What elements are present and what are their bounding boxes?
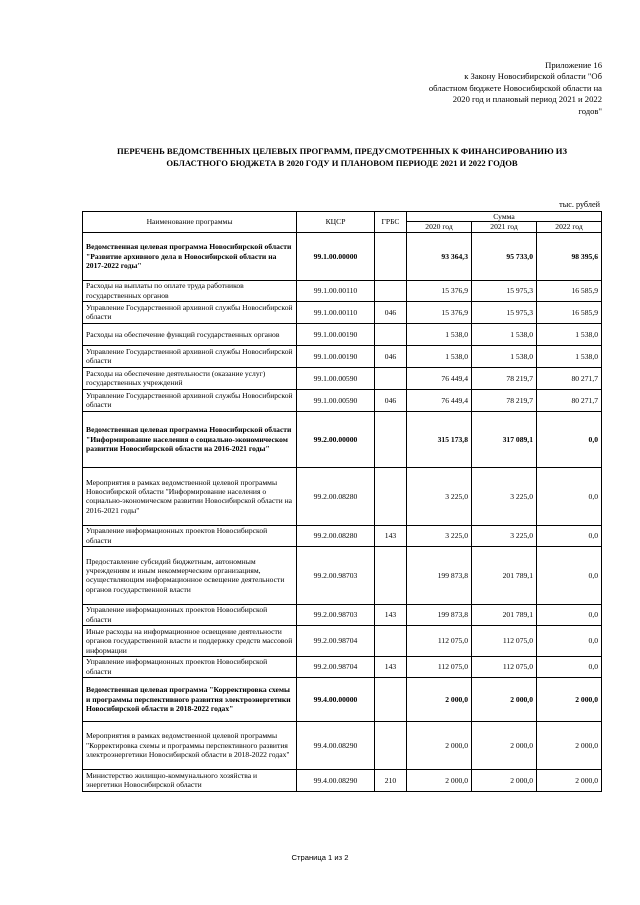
appendix-line: областном бюджете Новосибирской области на [428, 82, 602, 93]
table-row [83, 411, 602, 467]
appendix-line: годов" [578, 105, 602, 116]
programs-table [82, 211, 602, 792]
cell-2020: 2 000,0 [407, 721, 472, 769]
cell-grbs: 143 [375, 656, 407, 677]
cell-2020: 1 538,0 [407, 345, 472, 367]
cell-2022: 0,0 [537, 604, 602, 625]
cell-2022: 1 538,0 [537, 345, 602, 367]
table-row [83, 323, 602, 345]
cell-2021: 201 789,1 [472, 546, 537, 604]
table-row [83, 389, 602, 411]
cell-kcsr: 99.1.00.00590 [297, 389, 375, 411]
cell-2020: 2 000,0 [407, 677, 472, 721]
table-row [83, 525, 602, 546]
appendix-note [342, 60, 602, 117]
cell-grbs: 046 [375, 301, 407, 323]
cell-2022: 80 271,7 [537, 389, 602, 411]
cell-name: Управление Государственной архивной службы Новосибирской области [83, 301, 297, 323]
cell-2020: 15 376,9 [407, 301, 472, 323]
cell-2020: 315 173,8 [407, 411, 472, 467]
title-line: ПЕРЕЧЕНЬ ВЕДОМСТВЕННЫХ ЦЕЛЕВЫХ ПРОГРАММ, ПРЕДУСМОТРЕННЫХ К ФИНАНСИРОВАНИЮ ИЗ [116, 146, 568, 156]
cell-grbs [375, 367, 407, 389]
cell-name: Ведомственная целевая программа "Корректировка схемы и программы перспективного развития электроэнергетики Новосибирской области в 2018-2022 годах" [83, 677, 297, 721]
header-2020: 2020 год [407, 222, 472, 232]
cell-2021: 112 075,0 [472, 656, 537, 677]
cell-2021: 2 000,0 [472, 677, 537, 721]
cell-name: Управление Государственной архивной службы Новосибирской области [83, 345, 297, 367]
cell-2021: 2 000,0 [472, 721, 537, 769]
cell-2020: 76 449,4 [407, 389, 472, 411]
appendix-line: к Закону Новосибирской области "Об [464, 71, 602, 82]
cell-kcsr: 99.1.00.00590 [297, 367, 375, 389]
cell-2022: 0,0 [537, 546, 602, 604]
cell-kcsr: 99.2.00.98704 [297, 625, 375, 656]
cell-2021: 3 225,0 [472, 467, 537, 525]
cell-2021: 3 225,0 [472, 525, 537, 546]
cell-grbs: 046 [375, 389, 407, 411]
header-2021: 2021 год [472, 222, 537, 232]
table-row [83, 656, 602, 677]
cell-2022: 2 000,0 [537, 721, 602, 769]
cell-2022: 80 271,7 [537, 367, 602, 389]
cell-name: Ведомственная целевая программа Новосибирской области "Развитие архивного дела в Новосибирской области на 2017-2022 годы" [83, 232, 297, 280]
document-title [72, 146, 612, 169]
cell-name: Расходы на выплаты по оплате труда работников государственных органов [83, 280, 297, 301]
cell-2021: 1 538,0 [472, 345, 537, 367]
cell-name: Мероприятия в рамках ведомственной целевой программы Новосибирской области "Информирование населения о социально-экономическом развитии Новосибирской области на 2016-2021 годы" [83, 467, 297, 525]
cell-kcsr: 99.2.00.08280 [297, 525, 375, 546]
cell-2020: 2 000,0 [407, 769, 472, 791]
cell-2022: 98 395,6 [537, 232, 602, 280]
header-sum: Сумма [407, 212, 602, 222]
cell-2022: 2 000,0 [537, 677, 602, 721]
cell-kcsr: 99.2.00.08280 [297, 467, 375, 525]
page-footer: Страница 1 из 2 [291, 853, 349, 862]
header-kcsr: КЦСР [297, 212, 375, 233]
cell-name: Управление информационных проектов Новосибирской области [83, 604, 297, 625]
cell-2020: 3 225,0 [407, 525, 472, 546]
cell-2022: 0,0 [537, 467, 602, 525]
table-row [83, 467, 602, 525]
cell-2022: 0,0 [537, 525, 602, 546]
cell-grbs [375, 546, 407, 604]
cell-kcsr: 99.1.00.00110 [297, 280, 375, 301]
cell-grbs [375, 467, 407, 525]
cell-name: Расходы на обеспечение функций государственных органов [83, 323, 297, 345]
cell-2022: 0,0 [537, 656, 602, 677]
cell-2021: 95 733,0 [472, 232, 537, 280]
cell-2022: 16 585,9 [537, 280, 602, 301]
cell-2021: 78 219,7 [472, 367, 537, 389]
cell-name: Расходы на обеспечение деятельности (оказание услуг) государственных учреждений [83, 367, 297, 389]
table-row [83, 625, 602, 656]
table-row [83, 604, 602, 625]
header-grbs: ГРБС [375, 212, 407, 233]
cell-grbs: 210 [375, 769, 407, 791]
cell-grbs [375, 677, 407, 721]
cell-kcsr: 99.1.00.00190 [297, 345, 375, 367]
cell-kcsr: 99.1.00.00110 [297, 301, 375, 323]
cell-2021: 112 075,0 [472, 625, 537, 656]
cell-name: Иные расходы на информационное освещение деятельности органов государственной власти и поддержку средств массовой информации [83, 625, 297, 656]
cell-2020: 199 873,8 [407, 546, 472, 604]
cell-2021: 15 975,3 [472, 301, 537, 323]
cell-2021: 317 089,1 [472, 411, 537, 467]
cell-grbs [375, 232, 407, 280]
header-2022: 2022 год [537, 222, 602, 232]
table-row [83, 367, 602, 389]
appendix-line: 2020 год и плановый период 2021 и 2022 [452, 94, 602, 105]
cell-kcsr: 99.1.00.00190 [297, 323, 375, 345]
cell-kcsr: 99.2.00.98703 [297, 546, 375, 604]
table-row [83, 546, 602, 604]
cell-2020: 112 075,0 [407, 656, 472, 677]
cell-2021: 201 789,1 [472, 604, 537, 625]
cell-grbs: 143 [375, 604, 407, 625]
cell-2021: 78 219,7 [472, 389, 537, 411]
title-line: ОБЛАСТНОГО БЮДЖЕТА В 2020 ГОДУ И ПЛАНОВОМ ПЕРИОДЕ 2021 И 2022 ГОДОВ [166, 157, 518, 168]
cell-2021: 15 975,3 [472, 280, 537, 301]
cell-name: Министерство жилищно-коммунального хозяйства и энергетики Новосибирской области [83, 769, 297, 791]
cell-2020: 112 075,0 [407, 625, 472, 656]
table-row [83, 345, 602, 367]
table-row [83, 232, 602, 280]
cell-name: Ведомственная целевая программа Новосибирской области "Информирование населения о социально-экономическом развитии Новосибирской области на 2016-2021 годы" [83, 411, 297, 467]
table-row [83, 280, 602, 301]
cell-kcsr: 99.2.00.98703 [297, 604, 375, 625]
cell-name: Управление информационных проектов Новосибирской области [83, 656, 297, 677]
cell-kcsr: 99.4.00.08290 [297, 721, 375, 769]
cell-2020: 199 873,8 [407, 604, 472, 625]
cell-2021: 1 538,0 [472, 323, 537, 345]
cell-2022: 0,0 [537, 625, 602, 656]
cell-name: Мероприятия в рамках ведомственной целевой программы "Корректировка схемы и программы перспективного развития электроэнергетики Новосибирской области в 2018-2022 годах" [83, 721, 297, 769]
cell-2020: 3 225,0 [407, 467, 472, 525]
cell-grbs [375, 323, 407, 345]
cell-grbs: 046 [375, 345, 407, 367]
cell-name: Управление информационных проектов Новосибирской области [83, 525, 297, 546]
cell-grbs [375, 411, 407, 467]
header-name: Наименование программы [83, 212, 297, 233]
cell-kcsr: 99.2.00.98704 [297, 656, 375, 677]
cell-2022: 2 000,0 [537, 769, 602, 791]
cell-kcsr: 99.4.00.00000 [297, 677, 375, 721]
cell-2020: 1 538,0 [407, 323, 472, 345]
cell-kcsr: 99.2.00.00000 [297, 411, 375, 467]
unit-label: тыс. рублей [559, 200, 600, 209]
cell-grbs [375, 280, 407, 301]
table-row [83, 301, 602, 323]
appendix-line: Приложение 16 [545, 60, 602, 70]
cell-2020: 15 376,9 [407, 280, 472, 301]
cell-kcsr: 99.4.00.08290 [297, 769, 375, 791]
cell-2022: 0,0 [537, 411, 602, 467]
cell-kcsr: 99.1.00.00000 [297, 232, 375, 280]
cell-2020: 93 364,3 [407, 232, 472, 280]
cell-grbs: 143 [375, 525, 407, 546]
cell-name: Предоставление субсидий бюджетным, автономным учреждениям и иным некоммерческим организациям, осуществляющим информационное освещение деятельности органов государственной власти [83, 546, 297, 604]
cell-2022: 16 585,9 [537, 301, 602, 323]
cell-2022: 1 538,0 [537, 323, 602, 345]
table-row [83, 677, 602, 721]
cell-grbs [375, 625, 407, 656]
header-row [83, 212, 602, 222]
table-row [83, 769, 602, 791]
table-row [83, 721, 602, 769]
cell-name: Управление Государственной архивной службы Новосибирской области [83, 389, 297, 411]
cell-2020: 76 449,4 [407, 367, 472, 389]
cell-2021: 2 000,0 [472, 769, 537, 791]
cell-grbs [375, 721, 407, 769]
